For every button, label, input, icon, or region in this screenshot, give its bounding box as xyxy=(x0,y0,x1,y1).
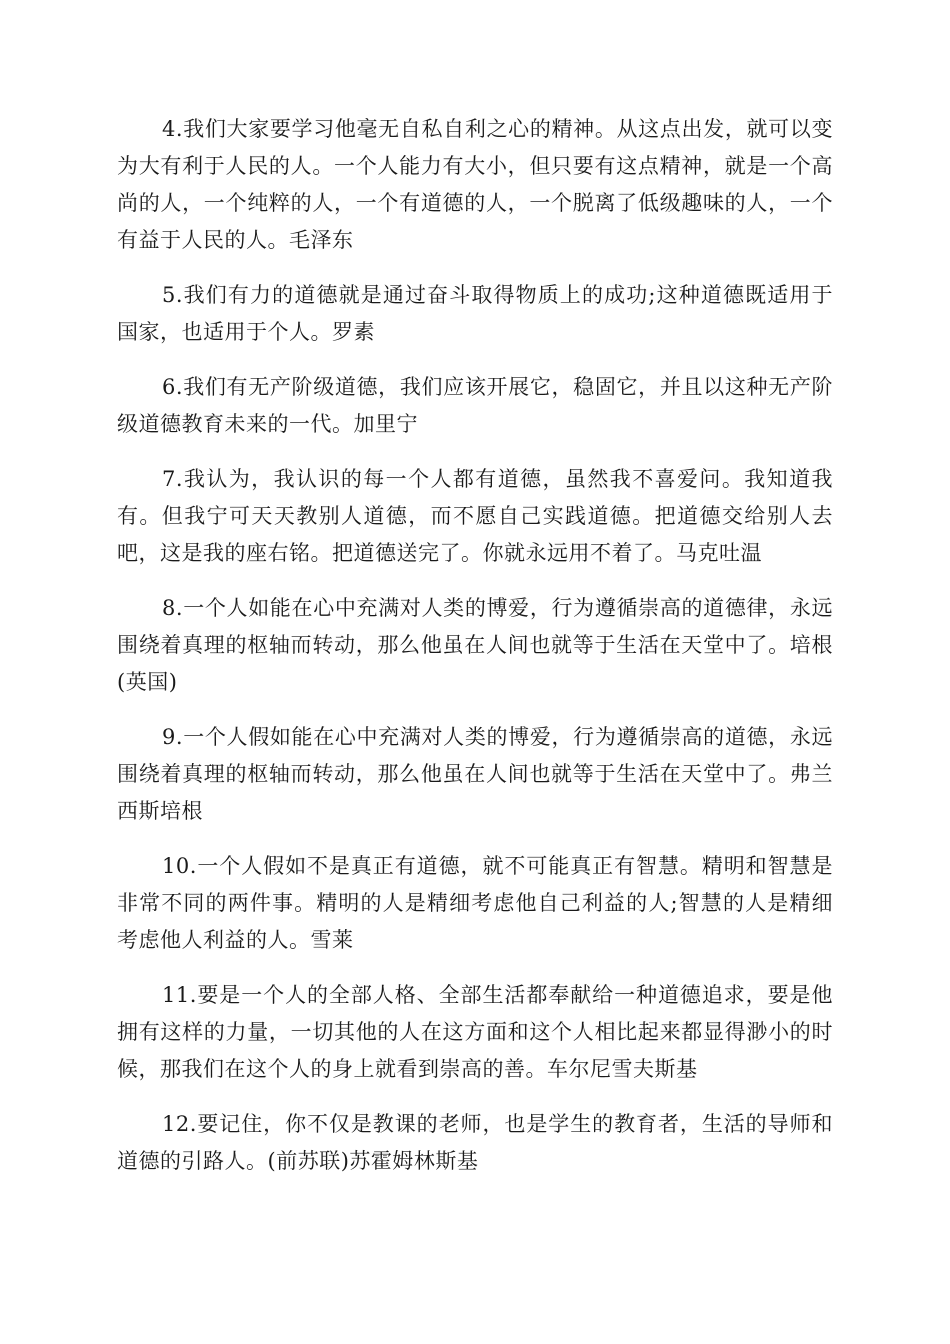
quote-paragraph-9: 9.一个人假如能在心中充满对人类的博爱，行为遵循崇高的道德，永远围绕着真理的枢轴而转动，那么他虽在人间也就等于生活在天堂中了。弗兰西斯培根 xyxy=(117,725,833,823)
quote-paragraph-6: 6.我们有无产阶级道德，我们应该开展它，稳固它，并且以这种无产阶级道德教育未来的一代。加里宁 xyxy=(117,375,833,436)
quote-paragraph-4: 4.我们大家要学习他毫无自私自利之心的精神。从这点出发，就可以变为大有利于人民的人。一个人能力有大小，但只要有这点精神，就是一个高尚的人，一个纯粹的人，一个有道德的人，一个脱离了低级趣味的人，一个有益于人民的人。毛泽东 xyxy=(117,117,833,252)
quote-paragraph-12: 12.要记住，你不仅是教课的老师，也是学生的教育者，生活的导师和道德的引路人。(前苏联)苏霍姆林斯基 xyxy=(117,1112,833,1173)
quote-paragraph-8: 8.一个人如能在心中充满对人类的博爱，行为遵循崇高的道德律，永远围绕着真理的枢轴而转动，那么他虽在人间也就等于生活在天堂中了。培根(英国) xyxy=(117,596,833,694)
quote-paragraph-5: 5.我们有力的道德就是通过奋斗取得物质上的成功;这种道德既适用于国家，也适用于个人。罗素 xyxy=(117,283,833,344)
quote-paragraph-11: 11.要是一个人的全部人格、全部生活都奉献给一种道德追求，要是他拥有这样的力量，一切其他的人在这方面和这个人相比起来都显得渺小的时候，那我们在这个人的身上就看到崇高的善。车尔尼雪夫斯基 xyxy=(117,983,833,1081)
quote-paragraph-7: 7.我认为，我认识的每一个人都有道德，虽然我不喜爱问。我知道我有。但我宁可天天教别人道德，而不愿自己实践道德。把道德交给别人去吧，这是我的座右铭。把道德送完了。你就永远用不着了。马克吐温 xyxy=(117,467,833,565)
document-body xyxy=(117,111,833,1198)
quote-paragraph-10: 10.一个人假如不是真正有道德，就不可能真正有智慧。精明和智慧是非常不同的两件事。精明的人是精细考虑他自己利益的人;智慧的人是精细考虑他人利益的人。雪莱 xyxy=(117,854,833,952)
